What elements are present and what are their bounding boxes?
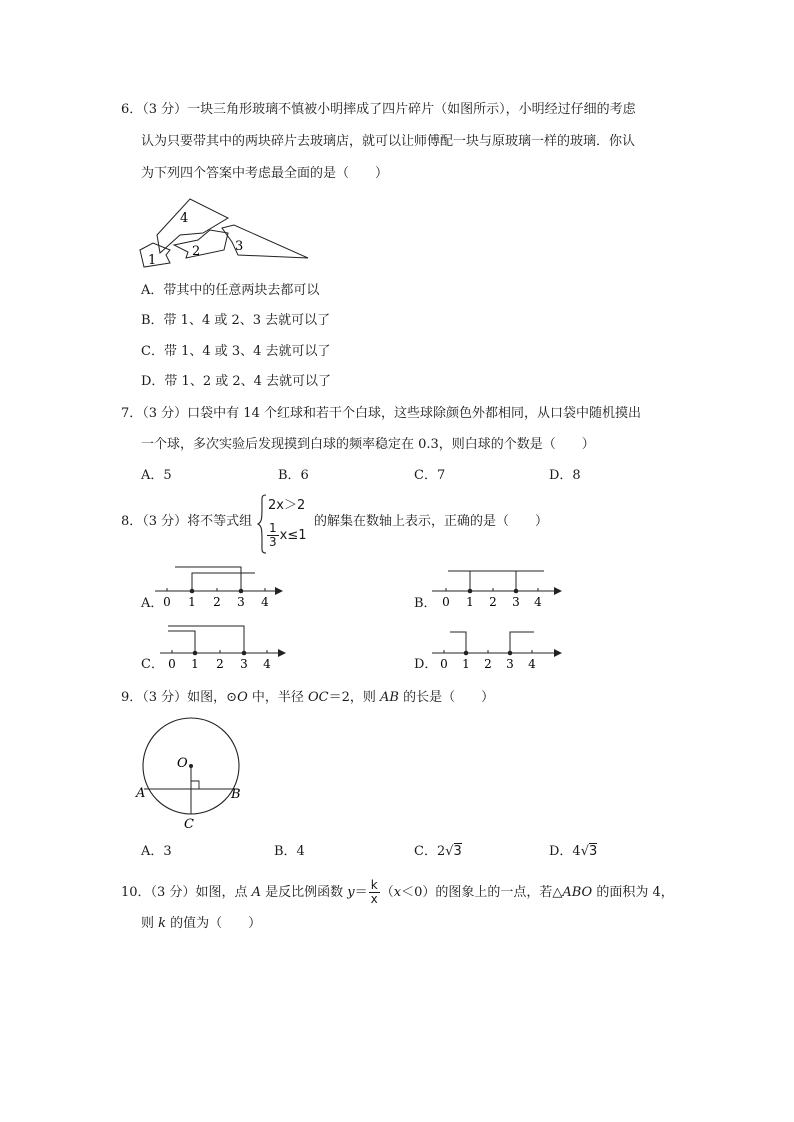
q7-option-a[interactable]: A．5 [141,468,172,483]
q9-option-d[interactable] [549,842,597,862]
frac-denominator: 3 [269,535,277,549]
tick-label: 3 [237,595,245,609]
number-line-a [155,560,285,610]
fragment-2 [174,230,228,258]
q10-var-x: x [393,885,402,900]
q9-option-b[interactable]: B．4 [274,844,305,859]
q8-prefix: 8．（3 分）将不等式组 [121,514,253,529]
q10-var-y: y [347,885,355,900]
q9-text: 9．（3 分）如图，⊙ [121,690,238,705]
q7-option-b[interactable]: B．6 [278,468,309,483]
q10-line-1 [121,879,674,906]
tick-label: 1 [466,595,474,609]
tick-label: 4 [534,595,542,609]
tick-label: 2 [216,657,224,671]
tick-label: 2 [484,657,492,671]
tick-label: 1 [462,657,470,671]
q10-text: 10．（3 分）如图，点 [121,885,252,900]
number-line-b [432,560,562,610]
q10-text: 的值为（ ） [166,916,262,931]
tick-label: 0 [442,595,450,609]
q7-line-2: 一个球，多次实验后发现摸到白球的频率稳定在 0.3，则白球的个数是（ ） [141,437,595,452]
q10-var-k: k [158,916,167,931]
fragment-label-1: 1 [148,253,157,268]
frac-numerator: k [369,879,380,893]
circle-figure [134,718,269,830]
q9-text: 中，半径 [247,690,309,705]
q10-var-a: A [251,885,261,900]
tick-label: 1 [191,657,199,671]
inequality-2-fraction [267,522,279,549]
tick-label: 3 [512,595,520,609]
q8-option-a-label[interactable]: A． [141,596,164,611]
tick-label: 0 [168,657,176,671]
fragment-label-3: 3 [235,239,244,254]
tick-label: 2 [489,595,497,609]
tick-label: 1 [188,595,196,609]
q9-option-a[interactable]: A．3 [141,844,172,859]
q7-line-1: 7．（3 分）口袋中有 14 个红球和若干个白球，这些球除颜色外都相同，从口袋中随机摸出 [121,406,641,421]
q9-option-c-text: C．2 [414,844,446,859]
q9-option-c[interactable] [414,842,462,862]
point-label-c: C [184,817,194,832]
frac-numerator: 1 [269,521,277,535]
tick-label: 3 [240,657,248,671]
tick-label: 3 [506,657,514,671]
q10-line-2 [141,914,261,934]
number-line-d [432,622,562,672]
tick-label: 4 [263,657,271,671]
q6-option-d[interactable]: D．带 1、2 或 2、4 去就可以了 [141,374,332,389]
q9-text: 的长是（ ） [398,690,495,705]
q9-var-o: O [237,690,248,705]
q10-text: ＝ [354,885,368,900]
q8-option-b-label[interactable]: B． [414,596,437,611]
fragment-label-4: 4 [180,211,189,226]
inequality-2-rest: x≤1 [279,528,307,543]
q6-option-a[interactable]: A．带其中的任意两块去都可以 [141,283,320,298]
q8-suffix: 的解集在数轴上表示，正确的是（ ） [314,514,549,529]
frac-denominator: x [370,892,378,906]
glass-fragments-figure [138,195,318,270]
sqrt-sign: √ [580,844,589,859]
q9-text: ＝2，则 [328,690,381,705]
q10-text: 是反比例函数 [260,885,348,900]
q10-text: ＜0）的图象上的一点，若△ [401,885,563,900]
q6-line-3: 为下列四个答案中考虑最全面的是（ ） [141,166,389,181]
q10-text: （ [380,885,394,900]
q10-text: 的面积为 4， [592,885,674,900]
q10-fraction [369,879,380,906]
q6-option-c[interactable]: C．带 1、4 或 3、4 去就可以了 [141,344,331,359]
radicand: 3 [453,844,462,859]
q6-option-b[interactable]: B．带 1、4 或 2、3 去就可以了 [141,313,331,328]
point-label-a: A [136,786,146,801]
q7-option-c[interactable]: C．7 [414,468,446,483]
q10-var-abo: ABO [562,885,593,900]
tick-label: 0 [440,657,448,671]
tick-label: 0 [163,595,171,609]
q8-option-c-label[interactable]: C． [141,657,164,672]
tick-label: 4 [528,657,536,671]
point-label-b: B [231,787,241,802]
inequality-2 [266,522,307,549]
q6-line-2: 认为只要带其中的两块碎片去玻璃店，就可以让师傅配一块与原玻璃一样的玻璃．你认 [141,134,636,149]
q9-var-ab: AB [380,690,399,705]
radicand: 3 [589,844,598,859]
tick-label: 4 [261,595,269,609]
q9-var-oc: OC [308,690,329,705]
fragment-label-2: 2 [192,244,201,259]
q9-line-1 [121,688,494,708]
q8-option-d-label[interactable]: D． [414,657,438,672]
point-label-o: O [177,756,188,771]
q10-text: 则 [141,916,159,931]
q7-option-d[interactable]: D．8 [549,468,581,483]
q6-line-1: 6．（3 分）一块三角形玻璃不慎被小明摔成了四片碎片（如图所示），小明经过仔细的考虑 [121,102,636,117]
q9-option-d-text: D．4 [549,844,581,859]
inequality-1: 2x＞2 [268,498,306,513]
number-line-c [160,622,290,672]
tick-label: 2 [213,595,221,609]
sqrt-sign: √ [445,844,454,859]
